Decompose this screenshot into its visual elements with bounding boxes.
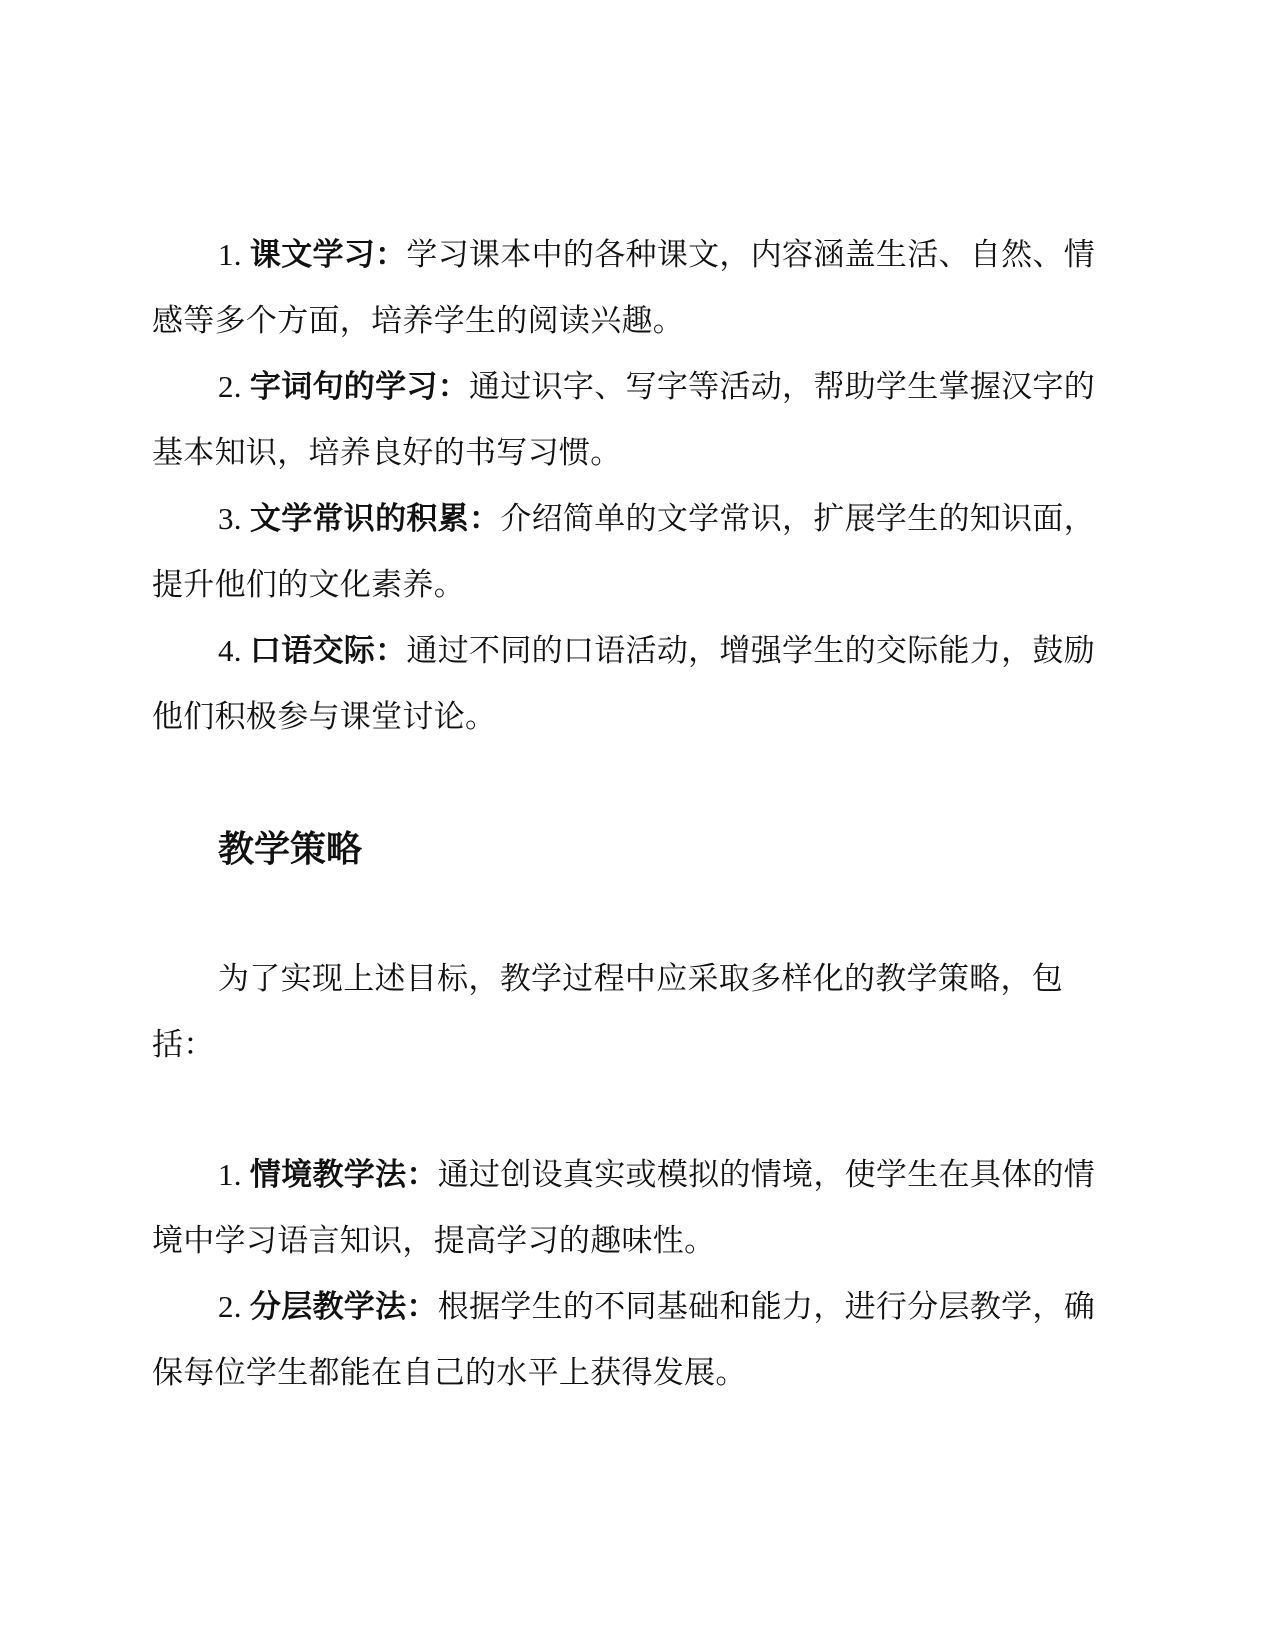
item-term: 口语交际 bbox=[249, 633, 376, 669]
item-separator: ： bbox=[375, 237, 407, 273]
item-separator: ： bbox=[469, 501, 501, 537]
item-separator: ： bbox=[375, 633, 407, 669]
item-term: 字词句的学习 bbox=[249, 369, 438, 405]
item-text: 通过识字、写字等活动，帮助学生掌握汉字的基本知识，培养良好的书写习惯。 bbox=[152, 369, 1096, 471]
item-number: 4. bbox=[218, 633, 250, 668]
item-number: 2. bbox=[218, 1289, 250, 1324]
item-separator: ： bbox=[406, 1289, 438, 1325]
strategy-item-1 bbox=[152, 1142, 1120, 1274]
item-text: 通过创设真实或模拟的情境，使学生在具体的情境中学习语言知识，提高学习的趣味性。 bbox=[152, 1157, 1096, 1259]
item-number: 3. bbox=[218, 501, 250, 536]
item-number: 1. bbox=[218, 1157, 250, 1192]
content-item-4 bbox=[152, 618, 1120, 750]
content-item-2 bbox=[152, 354, 1120, 486]
item-term: 分层教学法 bbox=[249, 1289, 407, 1325]
item-term: 情境教学法 bbox=[249, 1157, 407, 1193]
item-text: 根据学生的不同基础和能力，进行分层教学，确保每位学生都能在自己的水平上获得发展。 bbox=[152, 1289, 1096, 1391]
item-text: 通过不同的口语活动，增强学生的交际能力，鼓励他们积极参与课堂讨论。 bbox=[152, 633, 1096, 735]
item-separator: ： bbox=[437, 369, 470, 405]
item-text: 学习课本中的各种课文，内容涵盖生活、自然、情感等多个方面，培养学生的阅读兴趣。 bbox=[152, 237, 1096, 339]
item-number: 2. bbox=[218, 369, 250, 404]
content-item-1 bbox=[152, 222, 1120, 354]
section-intro: 为了实现上述目标，教学过程中应采取多样化的教学策略，包括： bbox=[152, 961, 1064, 1063]
item-separator: ： bbox=[406, 1157, 438, 1193]
content-item-3 bbox=[152, 486, 1120, 618]
item-number: 1. bbox=[218, 237, 250, 272]
strategy-item-2 bbox=[152, 1274, 1120, 1406]
item-term: 课文学习 bbox=[249, 237, 376, 273]
item-term: 文学常识的积累 bbox=[249, 501, 470, 537]
item-text: 介绍简单的文学常识，扩展学生的知识面，提升他们的文化素养。 bbox=[152, 501, 1096, 603]
section-heading: 教学策略 bbox=[218, 829, 363, 870]
